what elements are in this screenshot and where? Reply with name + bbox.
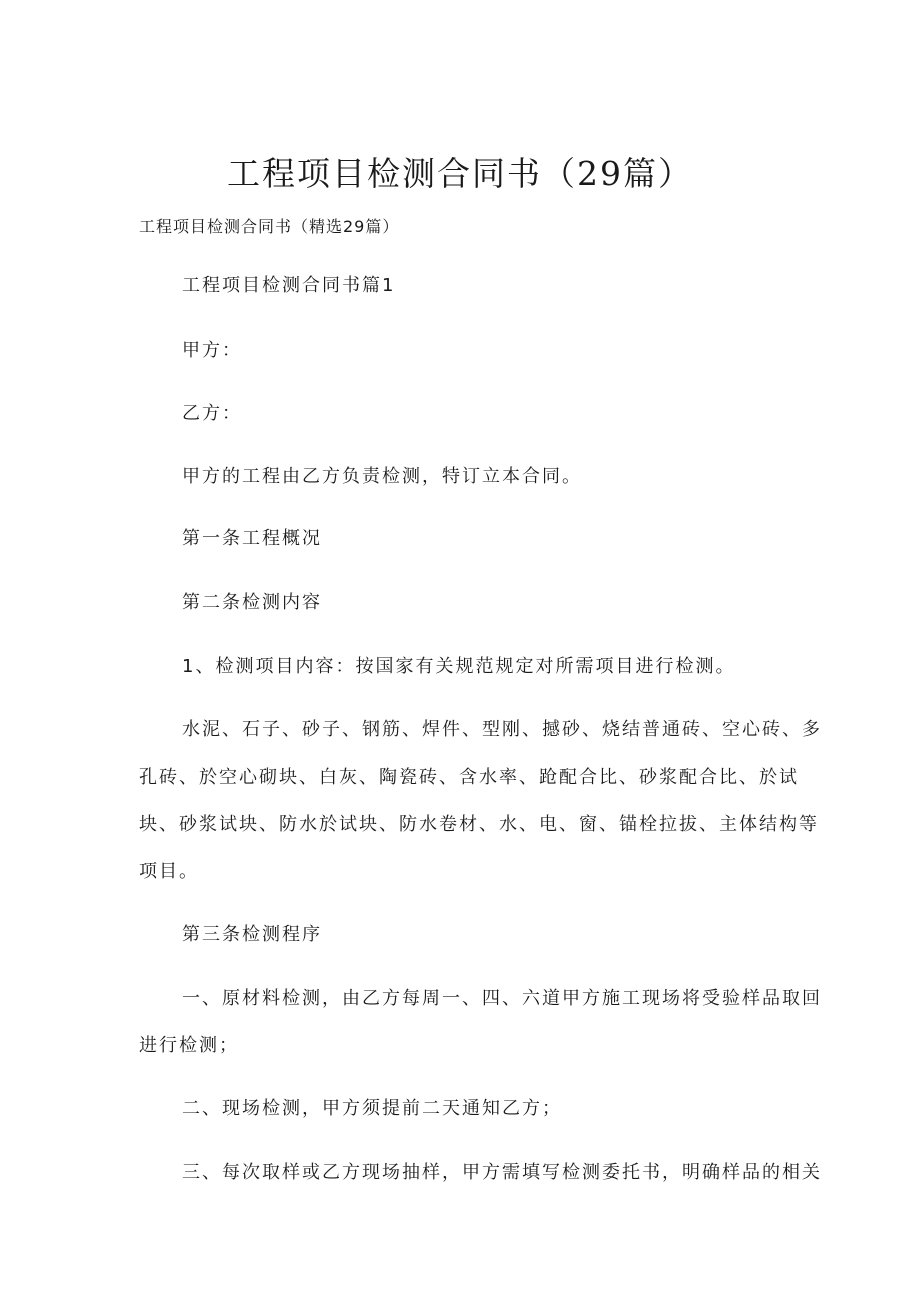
procedure-2-paragraph: 二、现场检测，甲方须提前二天通知乙方；: [182, 1098, 562, 1119]
procedure-3-paragraph: 三、每次取样或乙方现场抽样，甲方需填写检测委托书，明确样品的相关: [182, 1162, 822, 1183]
article-2-heading: 第二条检测内容: [182, 592, 322, 613]
article-3-heading: 第三条检测程序: [182, 924, 322, 945]
procedure-1-line-2: 进行检测；: [139, 1035, 239, 1056]
section-heading: 工程项目检测合同书篇1: [182, 275, 396, 296]
document-subtitle: 工程项目检测合同书（精选29篇）: [139, 217, 400, 236]
item-1-paragraph: 1、检测项目内容：按国家有关规范规定对所需项目进行检测。: [182, 656, 736, 677]
intro-paragraph: 甲方的工程由乙方负责检测，特订立本合同。: [182, 466, 582, 487]
procedure-1-line-1: 一、原材料检测，由乙方每周一、四、六道甲方施工现场将受验样品取回: [182, 988, 822, 1009]
materials-line-4: 项目。: [139, 861, 199, 882]
document-title: 工程项目检测合同书（29篇）: [227, 154, 693, 193]
article-1-heading: 第一条工程概况: [182, 528, 322, 549]
materials-line-3: 块、砂浆试块、防水於试块、防水卷材、水、电、窗、锚栓拉拔、主体结构等: [139, 814, 819, 835]
party-a-label: 甲方：: [182, 340, 242, 361]
party-b-label: 乙方：: [182, 403, 242, 424]
materials-line-2: 孔砖、於空心砌块、白灰、陶瓷砖、含水率、跄配合比、砂浆配合比、於试: [139, 767, 799, 788]
materials-line-1: 水泥、石子、砂子、钢筋、焊件、型刚、撼砂、烧结普通砖、空心砖、多: [182, 719, 822, 740]
